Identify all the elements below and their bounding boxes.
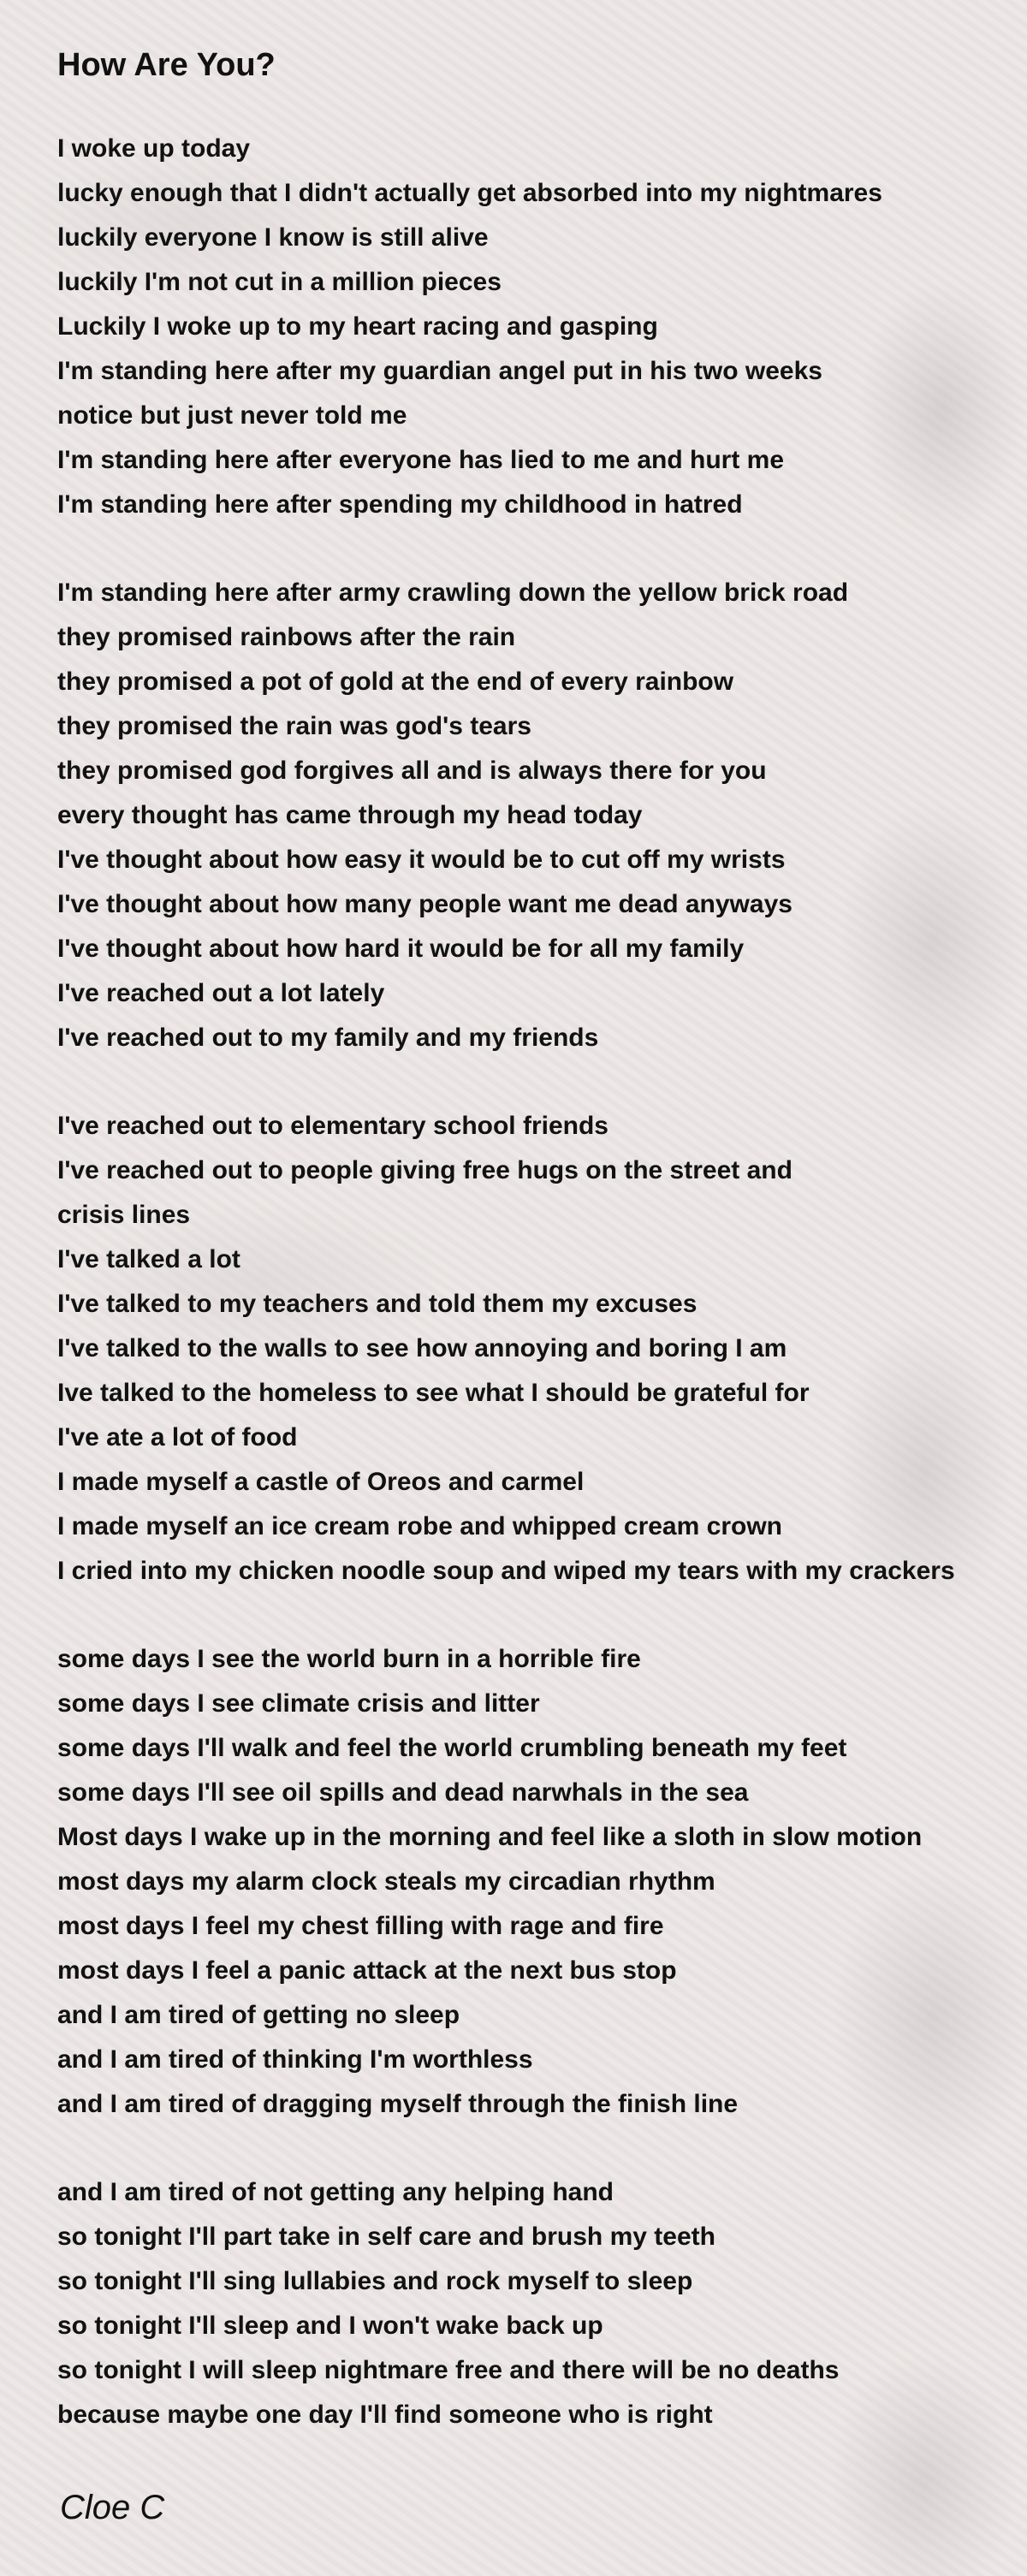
poem-line: I'm standing here after army crawling down the yellow brick road bbox=[57, 579, 849, 607]
poem-line: I've thought about how easy it would be to cut off my wrists bbox=[57, 846, 786, 874]
poem-line: they promised god forgives all and is always there for you bbox=[57, 757, 767, 785]
poem-author: Cloe C bbox=[60, 2489, 165, 2526]
poem-line: some days I see the world burn in a horrible fire bbox=[57, 1645, 641, 1673]
poem-line: I've reached out a lot lately bbox=[57, 979, 385, 1007]
poem-line: some days I'll see oil spills and dead narwhals in the sea bbox=[57, 1778, 749, 1807]
poem-line: I've thought about how many people want me dead anyways bbox=[57, 890, 793, 918]
poem-line: I've ate a lot of food bbox=[57, 1423, 298, 1451]
poem-line: luckily I'm not cut in a million pieces bbox=[57, 268, 502, 296]
stanza-1 bbox=[57, 127, 882, 527]
poem-line: crisis lines bbox=[57, 1201, 191, 1229]
stanza-2 bbox=[57, 571, 848, 1060]
poem-line: I cried into my chicken noodle soup and wiped my tears with my crackers bbox=[57, 1557, 955, 1585]
poem-title: How Are You? bbox=[57, 47, 276, 83]
poem-line: and I am tired of not getting any helping hand bbox=[57, 2178, 614, 2206]
poem-line: I made myself a castle of Oreos and carmel bbox=[57, 1468, 585, 1496]
poem-line: and I am tired of getting no sleep bbox=[57, 2001, 460, 2029]
poem-line: some days I'll walk and feel the world crumbling beneath my feet bbox=[57, 1734, 847, 1762]
poem-line: and I am tired of dragging myself through the finish line bbox=[57, 2090, 739, 2118]
poem-line: I've reached out to people giving free hugs on the street and bbox=[57, 1156, 793, 1184]
poem-line: Ive talked to the homeless to see what I should be grateful for bbox=[57, 1379, 810, 1407]
poem-line: I've talked to the walls to see how annoying and boring I am bbox=[57, 1334, 787, 1362]
poem-line: and I am tired of thinking I'm worthless bbox=[57, 2045, 533, 2074]
poem-line: some days I see climate crisis and litter bbox=[57, 1689, 540, 1718]
poem-line: I've reached out to my family and my friends bbox=[57, 1024, 599, 1052]
poem-line: every thought has came through my head today bbox=[57, 801, 643, 829]
poem-line: so tonight I'll sleep and I won't wake back up bbox=[57, 2312, 603, 2340]
poem-line: most days I feel my chest filling with rage and fire bbox=[57, 1912, 664, 1940]
poem-line: I've reached out to elementary school friends bbox=[57, 1112, 608, 1140]
poem-line: most days I feel a panic attack at the next bus stop bbox=[57, 1956, 677, 1985]
poem-line: Luckily I woke up to my heart racing and gasping bbox=[57, 312, 658, 341]
poem-line: notice but just never told me bbox=[57, 401, 407, 430]
poem-line: most days my alarm clock steals my circadian rhythm bbox=[57, 1867, 715, 1896]
poem-line: I made myself an ice cream robe and whipped cream crown bbox=[57, 1512, 782, 1540]
poem-line: I'm standing here after spending my childhood in hatred bbox=[57, 490, 743, 519]
poem-line: I've talked a lot bbox=[57, 1245, 240, 1273]
poem-line: so tonight I'll part take in self care and brush my teeth bbox=[57, 2223, 715, 2251]
poem-line: I'm standing here after everyone has lied to me and hurt me bbox=[57, 446, 785, 474]
poem-line: they promised rainbows after the rain bbox=[57, 623, 516, 651]
poem-line: luckily everyone I know is still alive bbox=[57, 223, 489, 252]
poem-line: they promised the rain was god's tears bbox=[57, 712, 531, 740]
poem-line: so tonight I'll sing lullabies and rock myself to sleep bbox=[57, 2267, 693, 2295]
poem-line: because maybe one day I'll find someone who is right bbox=[57, 2401, 713, 2429]
poem-line: lucky enough that I didn't actually get absorbed into my nightmares bbox=[57, 179, 882, 207]
poem-line: I've thought about how hard it would be for all my family bbox=[57, 935, 745, 963]
poem-line: I've talked to my teachers and told them my excuses bbox=[57, 1290, 698, 1318]
stanza-3 bbox=[57, 1104, 955, 1594]
poem-line: I woke up today bbox=[57, 134, 251, 163]
poem-line: so tonight I will sleep nightmare free and there will be no deaths bbox=[57, 2356, 840, 2384]
stanza-5 bbox=[57, 2170, 839, 2437]
poem-line: Most days I wake up in the morning and feel like a sloth in slow motion bbox=[57, 1823, 923, 1851]
stanza-4 bbox=[57, 1637, 922, 2127]
poem-line: they promised a pot of gold at the end of every rainbow bbox=[57, 668, 734, 696]
poem-line: I'm standing here after my guardian angel put in his two weeks bbox=[57, 357, 822, 385]
